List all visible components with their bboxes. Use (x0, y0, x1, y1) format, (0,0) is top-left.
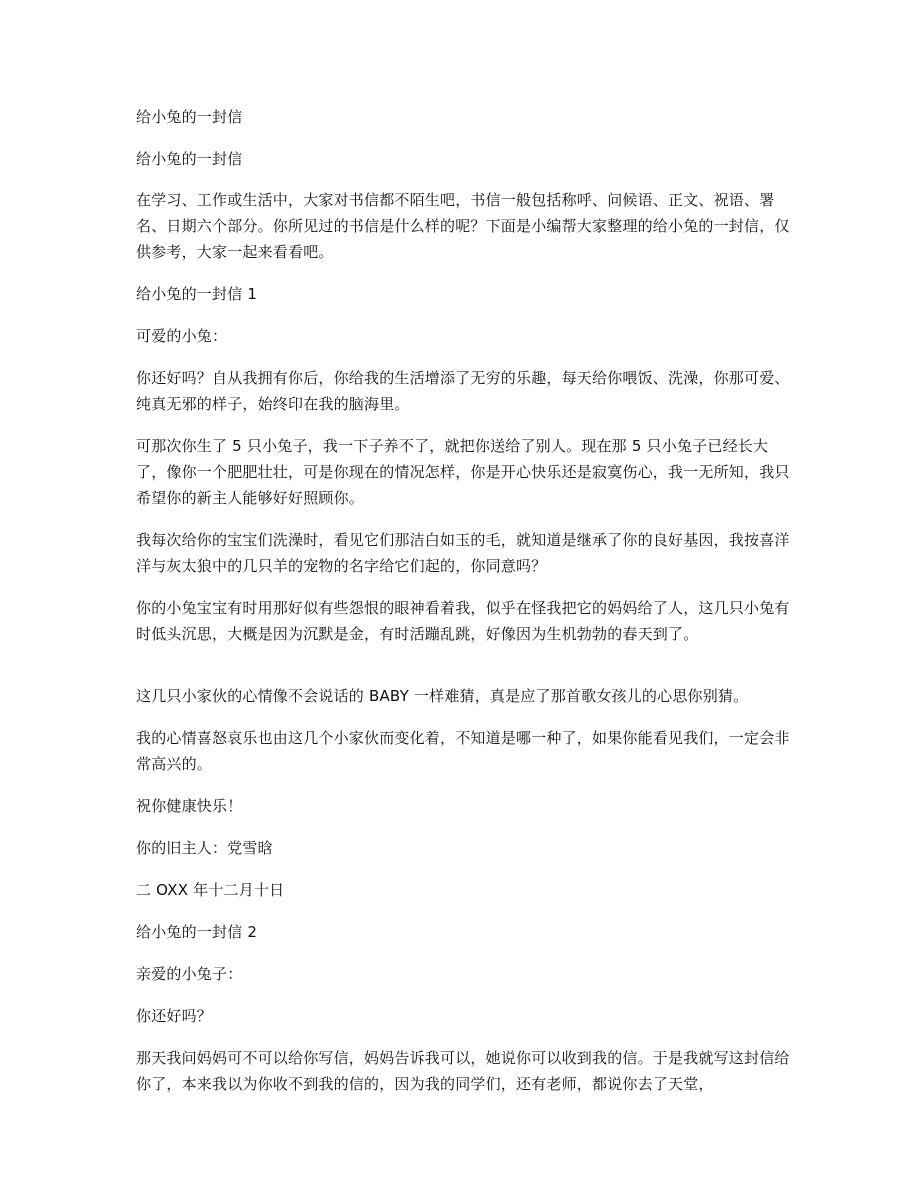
letter1-signature: 你的旧主人：党雪晗 (136, 839, 273, 857)
letter1-paragraph-2: 可那次你生了 5 只小兔子，我一下子养不了，就把你送给了别人。现在那 5 只小兔子已经长大了，像你一个肥肥壮壮，可是你现在的情况怎样，你是开心快乐还是寂寞伤心，我一无所知，我只希望你的新主人能够好好照顾你。 (136, 437, 790, 507)
letter2-title: 给小兔的一封信 2 (136, 923, 258, 941)
letter1-paragraph-1: 你还好吗？自从我拥有你后，你给我的生活增添了无穷的乐趣，每天给你喂饭、洗澡，你那可爱、纯真无邪的样子，始终印在我的脑海里。 (136, 369, 790, 413)
letter1-paragraph-6: 我的心情喜怒哀乐也由这几个小家伙而变化着，不知道是哪一种了，如果你能看见我们，一定会非常高兴的。 (136, 729, 790, 773)
letter1-paragraph-3: 我每次给你的宝宝们洗澡时，看见它们那洁白如玉的毛，就知道是继承了你的良好基因，我按喜洋洋与灰太狼中的几只羊的宠物的名字给它们起的，你同意吗？ (136, 531, 790, 575)
letter1-salutation: 可爱的小兔： (136, 327, 228, 345)
document-content (136, 104, 796, 1097)
letter2-salutation: 亲爱的小兔子： (136, 965, 243, 983)
letter2-paragraph-2: 那天我问妈妈可不可以给你写信，妈妈告诉我可以，她说你可以收到我的信。于是我就写这封信给你了，本来我以为你收不到我的信的，因为我的同学们，还有老师，都说你去了天堂， (136, 1049, 790, 1093)
header-title: 给小兔的一封信 (136, 108, 243, 126)
letter1-date: 二 OXX 年十二月十日 (136, 881, 285, 899)
letter1-paragraph-4: 你的小兔宝宝有时用那好似有些怨恨的眼神看着我，似乎在怪我把它的妈妈给了人，这几只小兔有时低头沉思，大概是因为沉默是金，有时活蹦乱跳，好像因为生机勃勃的春天到了。 (136, 599, 790, 643)
main-title: 给小兔的一封信 (136, 150, 243, 168)
letter1-title: 给小兔的一封信 1 (136, 285, 258, 303)
letter1-closing: 祝你健康快乐！ (136, 797, 243, 815)
letter1-paragraph-5: 这几只小家伙的心情像不会说话的 BABY 一样难猜，真是应了那首歌女孩儿的心思你别猜。 (136, 687, 749, 705)
letter2-paragraph-1: 你还好吗？ (136, 1007, 213, 1025)
intro-paragraph: 在学习、工作或生活中，大家对书信都不陌生吧，书信一般包括称呼、问候语、正文、祝语、署名、日期六个部分。你所见过的书信是什么样的呢？下面是小编帮大家整理的给小兔的一封信，仅供参考，大家一起来看看吧。 (136, 191, 790, 261)
